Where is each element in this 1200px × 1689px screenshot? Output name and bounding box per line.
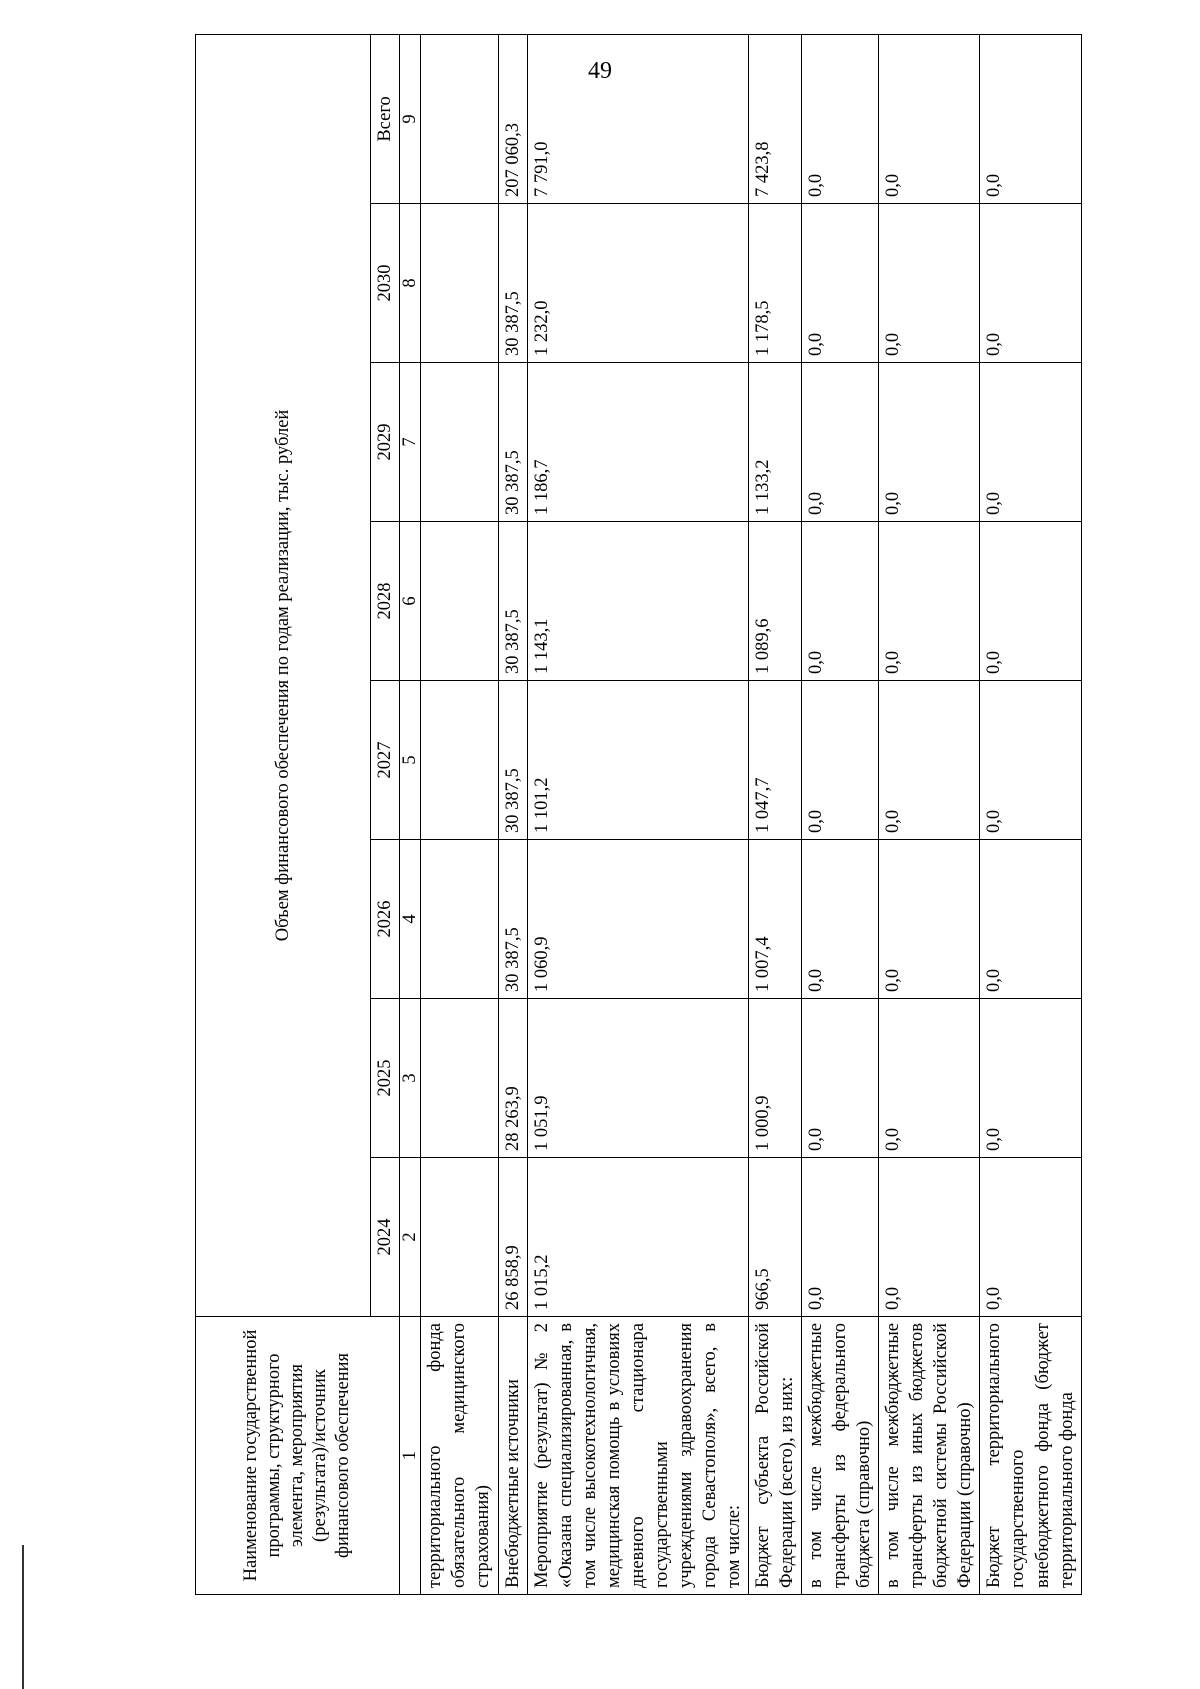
row-name: в том числе межбюджетные трансферты из федерального бюджета (справочно) — [802, 1317, 879, 1595]
row-value: 0,0 — [980, 204, 1081, 363]
header-name-column: Наименование государственной программы, структурного элемента, мероприятия (результата)/источник финансового обеспечения — [196, 1317, 400, 1595]
column-number: 9 — [400, 34, 421, 203]
rotated-table-container — [195, 35, 1115, 1595]
header-year: 2029 — [371, 363, 400, 522]
header-total: Всего — [371, 34, 400, 203]
header-group: Объем финансового обеспечения по годам реализации, тыс. рублей — [196, 34, 371, 1316]
row-value: 1 232,0 — [527, 204, 748, 363]
row-value: 30 387,5 — [498, 363, 527, 522]
row-value: 0,0 — [802, 999, 879, 1158]
row-value: 30 387,5 — [498, 522, 527, 681]
row-value: 30 387,5 — [498, 681, 527, 840]
column-number: 2 — [400, 1158, 421, 1317]
row-name: Бюджет территориального государственного внебюджетного фонда (бюджет территориального фонда — [980, 1317, 1081, 1595]
page-number: 49 — [588, 58, 612, 84]
row-value: 1 007,4 — [749, 840, 802, 999]
row-name: в том числе межбюджетные трансферты из иных бюджетов бюджетной системы Российской Федерации (справочно) — [879, 1317, 980, 1595]
row-value: 0,0 — [802, 363, 879, 522]
table-row — [980, 34, 1081, 1594]
header-year: 2025 — [371, 999, 400, 1158]
header-row-1 — [196, 34, 371, 1594]
row-value: 28 263,9 — [498, 999, 527, 1158]
row-total — [421, 34, 498, 203]
row-value: 0,0 — [802, 1158, 879, 1317]
row-name: Внебюджетные источники — [498, 1317, 527, 1595]
row-value — [421, 999, 498, 1158]
row-value: 1 143,1 — [527, 522, 748, 681]
row-value: 1 015,2 — [527, 1158, 748, 1317]
row-value — [421, 1158, 498, 1317]
row-value: 1 186,7 — [527, 363, 748, 522]
row-value: 0,0 — [980, 999, 1081, 1158]
row-value: 0,0 — [802, 522, 879, 681]
row-value: 0,0 — [879, 363, 980, 522]
table-row — [879, 34, 980, 1594]
row-name: Мероприятие (результат) № 2 «Оказана специализированная, в том числе высокотехнологичная, медицинская помощь в условиях дневного стационара государственными учреждениями здравоохранения города Севастополя», всего, в том числе: — [527, 1317, 748, 1595]
row-total: 0,0 — [802, 34, 879, 203]
scan-margin-line — [22, 1545, 24, 1689]
row-value — [421, 363, 498, 522]
row-value: 0,0 — [802, 840, 879, 999]
column-number: 7 — [400, 363, 421, 522]
column-number: 3 — [400, 999, 421, 1158]
row-value: 0,0 — [879, 522, 980, 681]
table-row — [802, 34, 879, 1594]
header-year: 2027 — [371, 681, 400, 840]
row-value: 966,5 — [749, 1158, 802, 1317]
column-number-row — [400, 34, 421, 1594]
row-total: 207 060,3 — [498, 34, 527, 203]
column-number: 6 — [400, 522, 421, 681]
row-total: 7 791,0 — [527, 34, 748, 203]
column-number: 5 — [400, 681, 421, 840]
row-total: 7 423,8 — [749, 34, 802, 203]
row-value — [421, 681, 498, 840]
header-year: 2024 — [371, 1158, 400, 1317]
row-value: 30 387,5 — [498, 840, 527, 999]
row-value: 30 387,5 — [498, 204, 527, 363]
row-value: 0,0 — [879, 1158, 980, 1317]
row-value: 0,0 — [980, 840, 1081, 999]
row-value — [421, 522, 498, 681]
row-value — [421, 204, 498, 363]
column-number: 8 — [400, 204, 421, 363]
row-value: 1 047,7 — [749, 681, 802, 840]
row-value: 1 101,2 — [527, 681, 748, 840]
row-value: 1 178,5 — [749, 204, 802, 363]
row-value: 0,0 — [879, 840, 980, 999]
table-row — [421, 34, 498, 1594]
row-value: 26 858,9 — [498, 1158, 527, 1317]
row-total: 0,0 — [980, 34, 1081, 203]
row-value: 0,0 — [980, 681, 1081, 840]
table-row — [749, 34, 802, 1594]
row-total: 0,0 — [879, 34, 980, 203]
row-value: 0,0 — [802, 204, 879, 363]
column-number: 1 — [400, 1317, 421, 1595]
row-value: 0,0 — [980, 522, 1081, 681]
row-value: 0,0 — [802, 681, 879, 840]
row-value: 0,0 — [980, 1158, 1081, 1317]
row-value: 1 051,9 — [527, 999, 748, 1158]
row-value: 1 060,9 — [527, 840, 748, 999]
row-value: 1 000,9 — [749, 999, 802, 1158]
row-value: 1 089,6 — [749, 522, 802, 681]
row-value: 0,0 — [879, 999, 980, 1158]
header-year: 2026 — [371, 840, 400, 999]
row-name: территориального фонда обязательного медицинского страхования) — [421, 1317, 498, 1595]
header-year: 2030 — [371, 204, 400, 363]
row-value: 0,0 — [879, 204, 980, 363]
row-name: Бюджет субъекта Российской Федерации (всего), из них: — [749, 1317, 802, 1595]
row-value: 0,0 — [980, 363, 1081, 522]
header-year: 2028 — [371, 522, 400, 681]
row-value — [421, 840, 498, 999]
column-number: 4 — [400, 840, 421, 999]
row-value: 1 133,2 — [749, 363, 802, 522]
table-row — [527, 34, 748, 1594]
row-value: 0,0 — [879, 681, 980, 840]
table-row — [498, 34, 527, 1594]
financing-table — [195, 34, 1082, 1595]
